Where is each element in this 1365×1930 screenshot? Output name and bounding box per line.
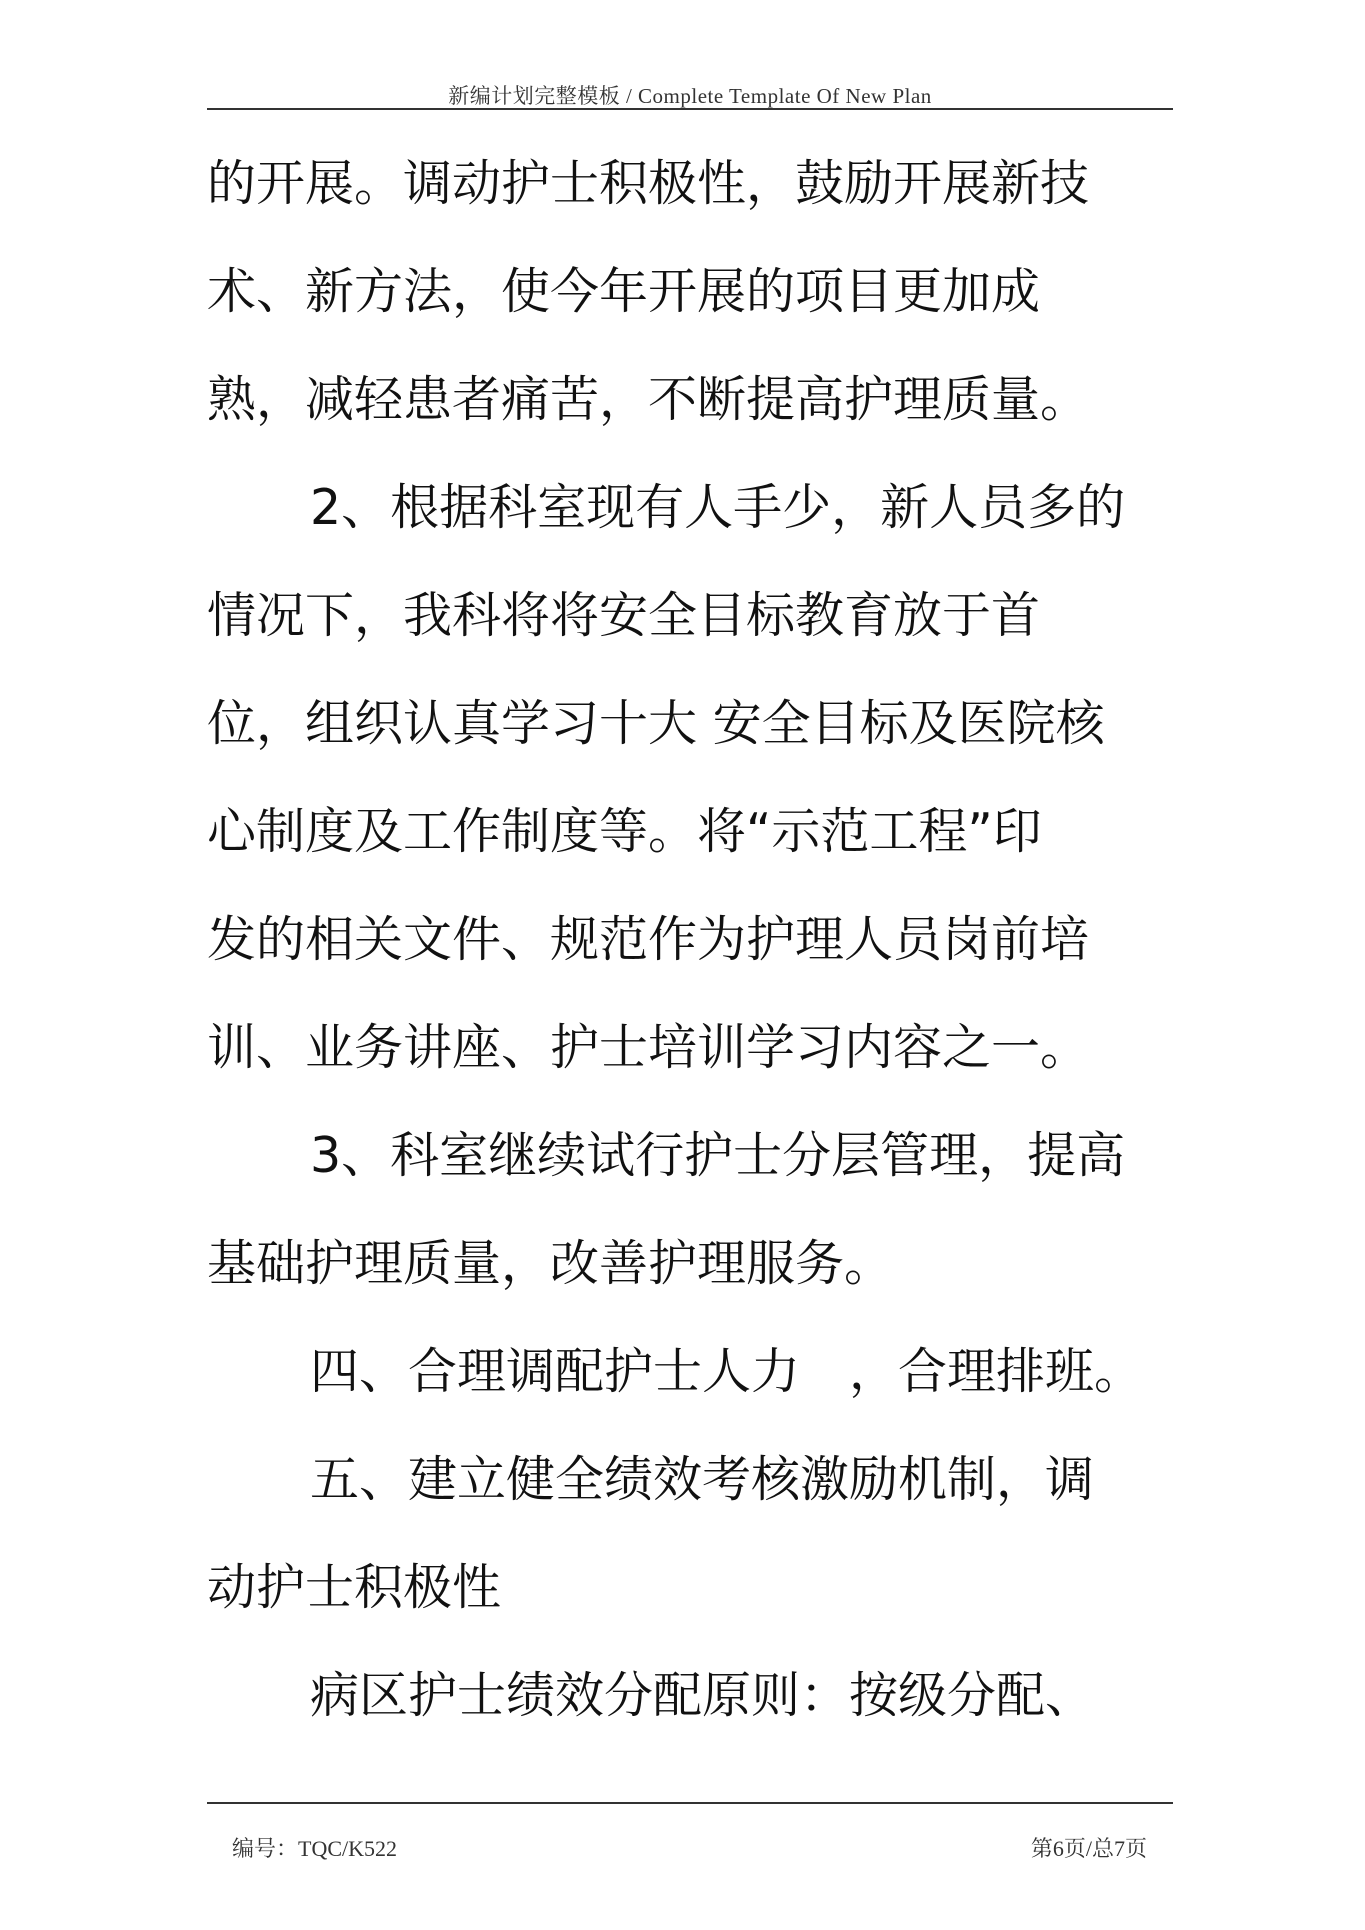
body-line: 术、新方法，使今年开展的项目更加成 [207, 263, 1041, 320]
body-line: 动护士积极性 [207, 1559, 502, 1616]
body-line: 心制度及工作制度等。将“示范工程”印 [207, 803, 1042, 860]
body-line: 四、合理调配护士人力 ，合理排班。 [310, 1343, 1144, 1400]
document-number: 编号：TQC/K522 [232, 1836, 398, 1861]
body-line: 位，组织认真学习十大 安全目标及医院核 [207, 695, 1105, 752]
body-line: 病区护士绩效分配原则：按级分配、 [310, 1667, 1095, 1724]
body-line: 3、科室继续试行护士分层管理，提高 [310, 1127, 1126, 1184]
body-line: 2、根据科室现有人手少，新人员多的 [310, 479, 1126, 536]
body-line: 五、建立健全绩效考核激励机制，调 [310, 1451, 1095, 1508]
body-line: 基础护理质量，改善护理服务。 [207, 1235, 894, 1292]
header-title: 新编计划完整模板 / Complete Template Of New Plan [448, 84, 932, 108]
page-indicator: 第6页/总7页 [1030, 1836, 1147, 1861]
body-line: 情况下，我科将将安全目标教育放于首 [207, 587, 1041, 644]
footer-divider [207, 1802, 1173, 1804]
body-line: 发的相关文件、规范作为护理人员岗前培 [207, 911, 1090, 968]
body-line: 熟，减轻患者痛苦，不断提高护理质量。 [207, 371, 1090, 428]
body-line: 的开展。调动护士积极性，鼓励开展新技 [207, 155, 1090, 212]
document-body [207, 130, 1173, 1750]
body-line: 训、业务讲座、护士培训学习内容之一。 [207, 1019, 1090, 1076]
header-divider [207, 108, 1173, 110]
